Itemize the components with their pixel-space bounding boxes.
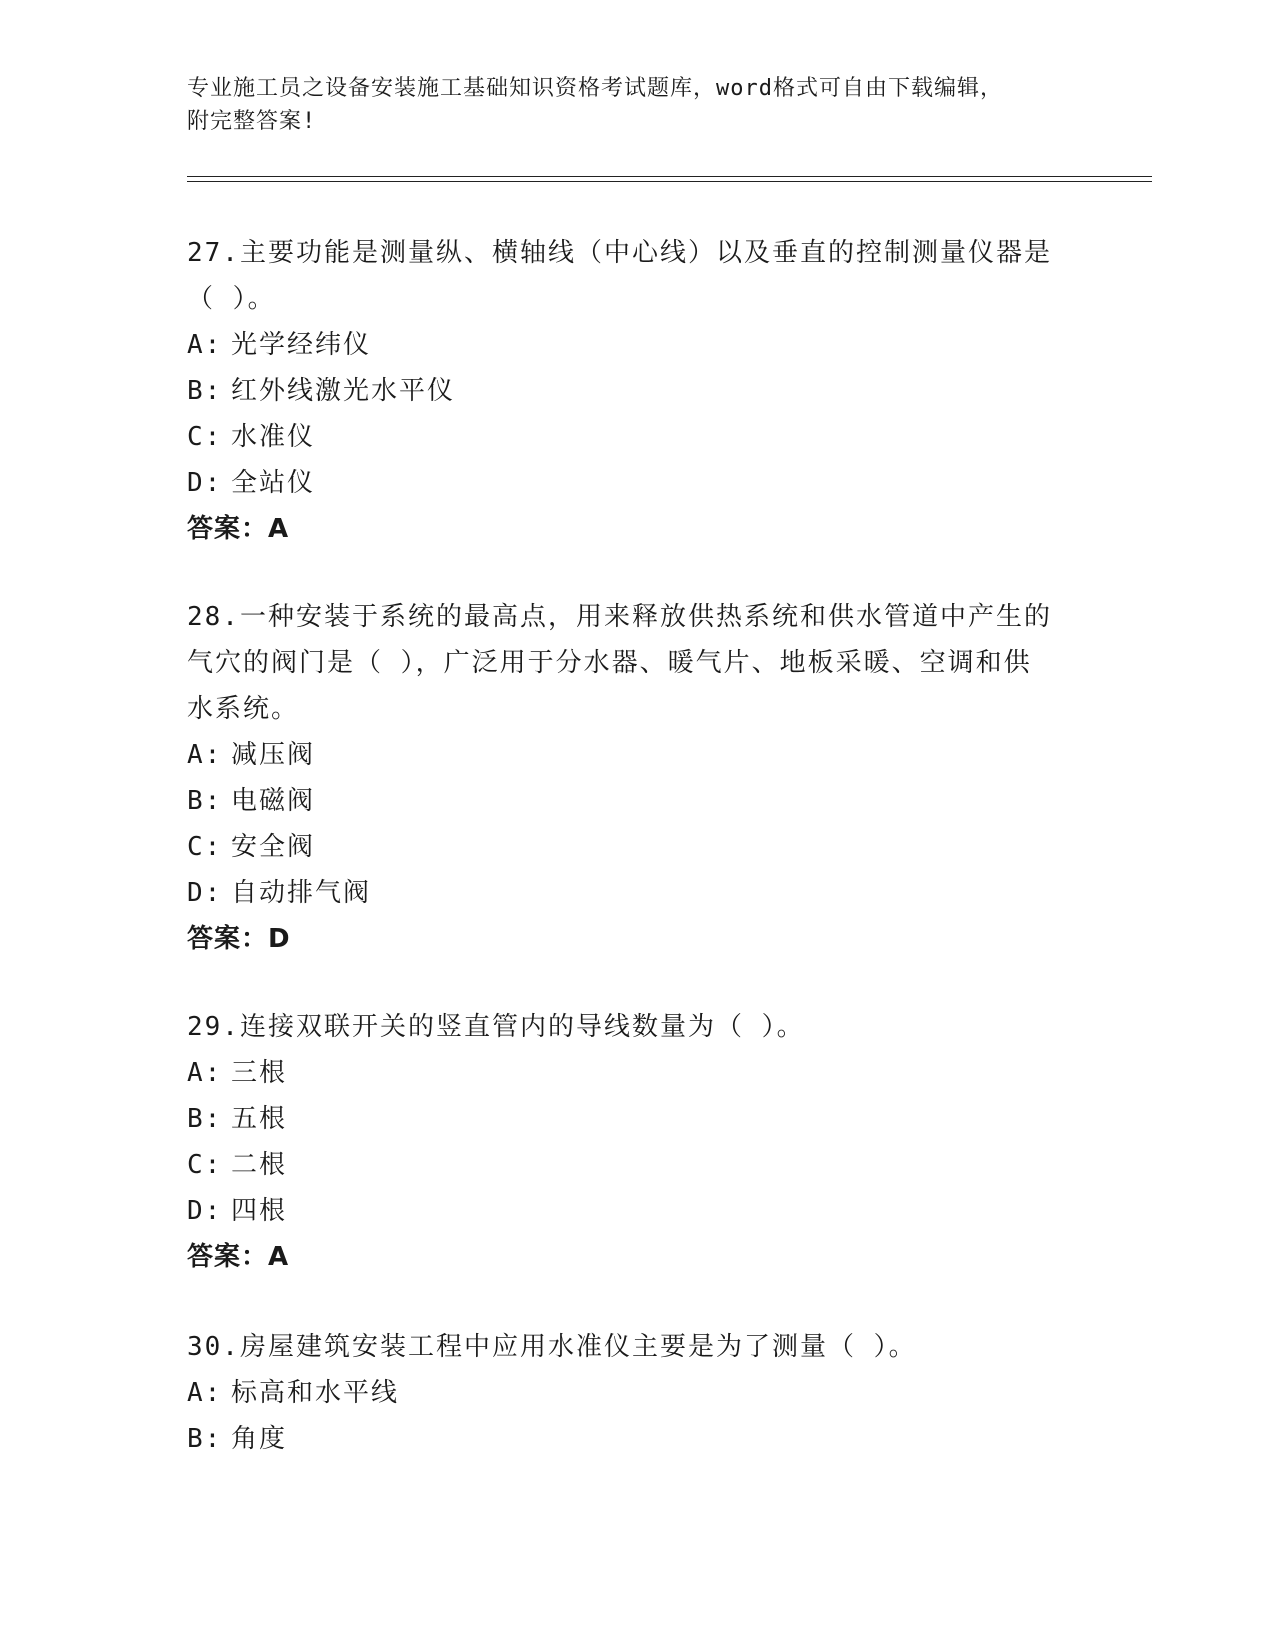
question-30: [187, 1324, 1087, 1462]
option-letter: A:: [187, 1058, 223, 1088]
option-text: 减压阀: [231, 740, 316, 770]
option-text: 四根: [231, 1196, 288, 1226]
question-27: [187, 230, 1087, 552]
option-letter: B:: [187, 1424, 223, 1454]
option-letter: D:: [187, 468, 223, 498]
option-text: 自动排气阀: [231, 878, 372, 908]
option-letter: C:: [187, 832, 223, 862]
answer-line: 答案：A: [187, 1242, 290, 1272]
option-b: [187, 778, 1087, 824]
option-c: [187, 414, 1087, 460]
option-a: [187, 1050, 1087, 1096]
option-letter: C:: [187, 422, 223, 452]
question-stem-line: 28.一种安装于系统的最高点，用来释放供热系统和供水管道中产生的: [187, 602, 1052, 632]
document-header: [187, 72, 1087, 138]
option-d: [187, 460, 1087, 506]
option-b: [187, 1096, 1087, 1142]
option-letter: B:: [187, 786, 223, 816]
header-line-1: 专业施工员之设备安装施工基础知识资格考试题库，word格式可自由下载编辑，: [187, 76, 1003, 101]
option-text: 标高和水平线: [231, 1378, 400, 1408]
question-stem-line: 水系统。: [187, 694, 300, 724]
option-text: 红外线激光水平仪: [231, 376, 456, 406]
option-text: 水准仪: [231, 422, 316, 452]
option-b: [187, 368, 1087, 414]
option-text: 三根: [231, 1058, 288, 1088]
option-letter: A:: [187, 1378, 223, 1408]
option-b: [187, 1416, 1087, 1462]
question-stem-line: 27.主要功能是测量纵、横轴线（中心线）以及垂直的控制测量仪器是: [187, 238, 1052, 268]
question-stem-line: 气穴的阀门是（ ），广泛用于分水器、暖气片、地板采暖、空调和供: [187, 648, 1032, 678]
option-letter: A:: [187, 330, 223, 360]
question-stem-line: （ ）。: [187, 284, 276, 314]
option-text: 电磁阀: [231, 786, 316, 816]
option-text: 五根: [231, 1104, 288, 1134]
option-d: [187, 870, 1087, 916]
option-letter: B:: [187, 1104, 223, 1134]
answer-line: 答案：D: [187, 924, 291, 954]
option-a: [187, 1370, 1087, 1416]
header-divider-top: [187, 176, 1152, 177]
option-text: 光学经纬仪: [231, 330, 372, 360]
option-c: [187, 824, 1087, 870]
answer-line: 答案：A: [187, 514, 290, 544]
option-text: 角度: [231, 1424, 288, 1454]
question-stem-line: 29.连接双联开关的竖直管内的导线数量为（ ）。: [187, 1012, 805, 1042]
option-a: [187, 732, 1087, 778]
option-text: 安全阀: [231, 832, 316, 862]
option-letter: D:: [187, 1196, 223, 1226]
option-d: [187, 1188, 1087, 1234]
option-text: 全站仪: [231, 468, 316, 498]
option-c: [187, 1142, 1087, 1188]
header-divider-bottom: [187, 181, 1152, 182]
option-letter: A:: [187, 740, 223, 770]
option-letter: C:: [187, 1150, 223, 1180]
option-text: 二根: [231, 1150, 288, 1180]
question-28: [187, 594, 1087, 962]
option-letter: D:: [187, 878, 223, 908]
option-a: [187, 322, 1087, 368]
question-29: [187, 1004, 1087, 1280]
question-stem-line: 30.房屋建筑安装工程中应用水准仪主要是为了测量（ ）。: [187, 1332, 917, 1362]
option-letter: B:: [187, 376, 223, 406]
header-line-2: 附完整答案!: [187, 109, 317, 134]
